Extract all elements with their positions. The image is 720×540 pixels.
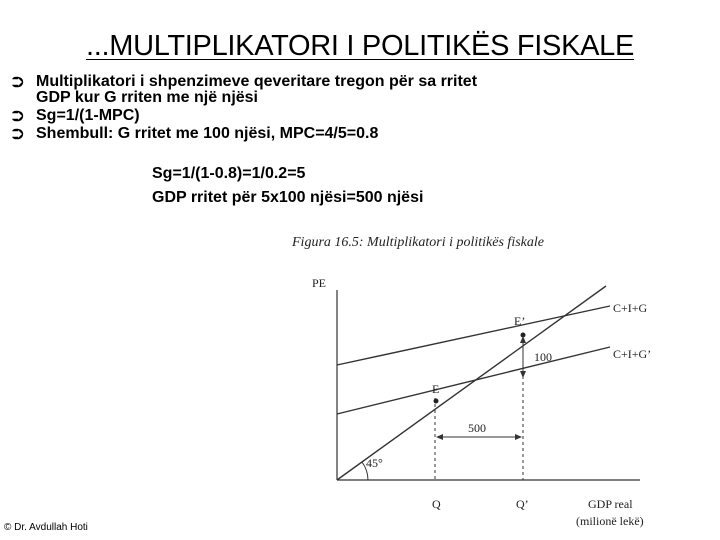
calculation-line: GDP rritet për 5x100 njësi=500 njësi xyxy=(152,189,424,206)
arrowhead-icon xyxy=(520,336,526,343)
spending-line-high xyxy=(337,306,610,365)
line-label-low: C+I+G’ xyxy=(613,347,652,361)
equilibrium-point-e xyxy=(434,399,439,404)
arrowhead-icon xyxy=(515,434,522,440)
footer-credit: © Dr. Avdullah Hoti xyxy=(4,522,88,533)
x-tick-q-prime: Q’ xyxy=(516,497,529,511)
bullet-arrow-icon: ⮊ xyxy=(12,125,24,143)
x-axis-label: GDP real xyxy=(588,497,633,511)
x-axis-unit: (milionë lekë) xyxy=(576,514,644,528)
bullet-arrow-icon: ⮊ xyxy=(12,107,24,125)
y-axis-label: PE xyxy=(312,276,327,290)
gap-label-500: 500 xyxy=(468,421,486,435)
angle-label: 45° xyxy=(366,456,383,470)
figure-caption: Figura 16.5: Multiplikatori i politikës fiskale xyxy=(292,235,544,250)
calculation-line: Sg=1/(1-0.8)=1/0.2=5 xyxy=(152,165,306,182)
slide-title: ...MULTIPLIKATORI I POLITIKËS FISKALE xyxy=(85,30,635,62)
bullet-arrow-icon: ⮊ xyxy=(12,73,24,91)
point-label-e-prime: E’ xyxy=(514,314,526,328)
spending-line-low xyxy=(337,347,610,414)
point-label-e: E xyxy=(432,382,440,396)
arrowhead-icon xyxy=(436,434,443,440)
arrowhead-icon xyxy=(520,371,526,378)
x-tick-q: Q xyxy=(432,497,441,511)
gap-label-100: 100 xyxy=(534,350,552,364)
bullet-text: Sg=1/(1-MPC) xyxy=(36,107,140,124)
bullet-text: Multiplikatori i shpenzimeve qeveritare tregon për sa rritet GDP kur G rriten me një njësi xyxy=(36,73,478,106)
bullet-text: Shembull: G rritet me 100 njësi, MPC=4/5=0.8 xyxy=(36,125,379,142)
line-label-high: C+I+G xyxy=(613,301,648,315)
